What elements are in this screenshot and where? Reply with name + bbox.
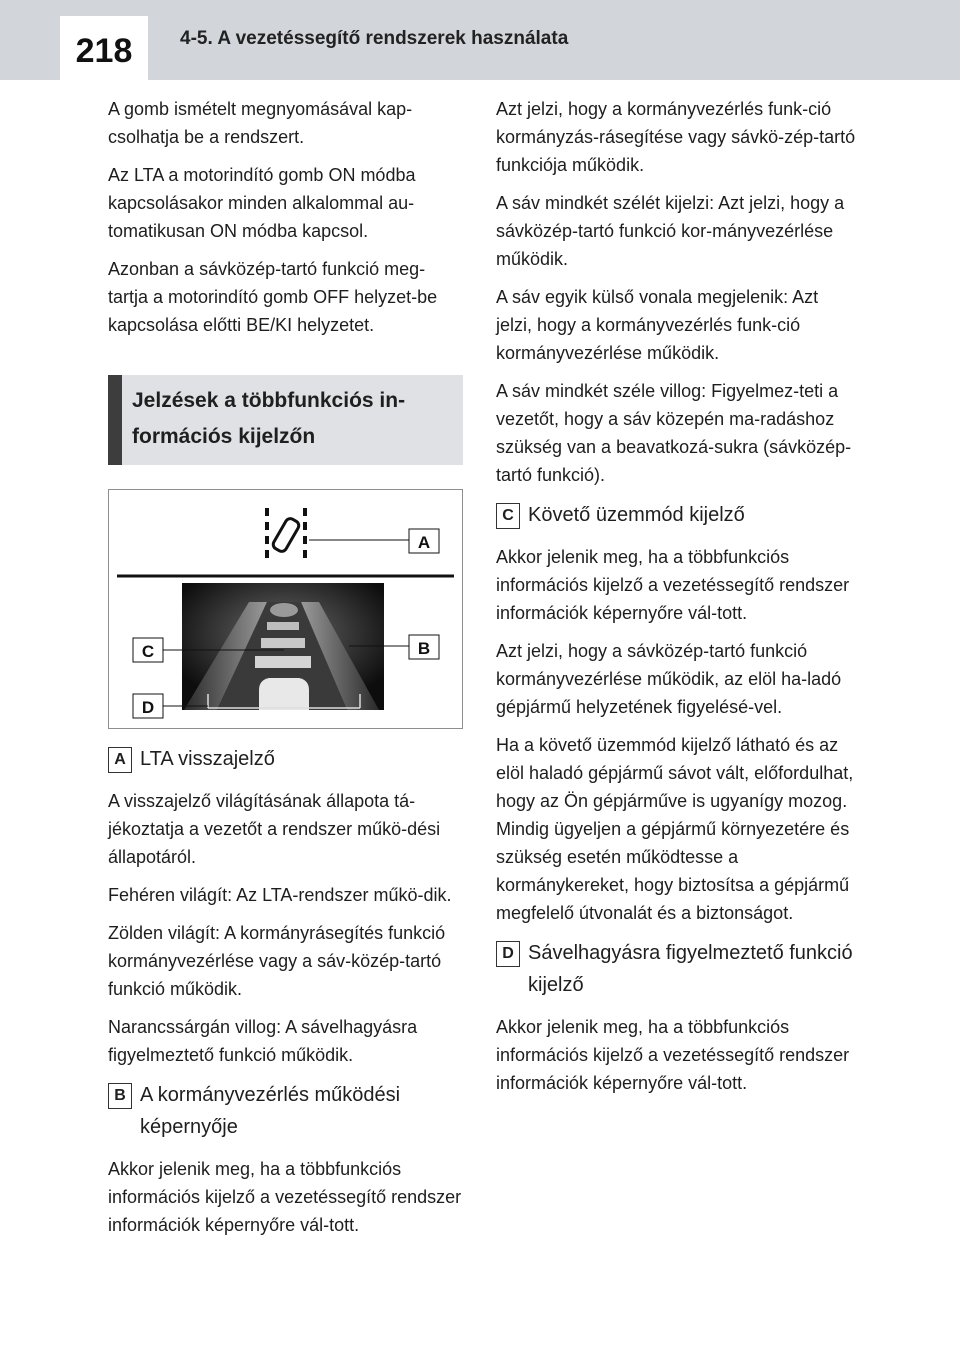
intro-paragraph: A gomb ismételt megnyomásával kap-csolhatja be a rendszert.	[108, 99, 413, 147]
preceding-vehicle-icon	[270, 603, 298, 617]
item-c-paragraph: Ha a követő üzemmód kijelző látható és az elöl haladó gépjármű sávot vált, előfordulhat, hogy az Ön gépjárműve is ugyanígy mozog. Mindig ügyeljen a gépjármű környezetére és szükség esetén működtesse a kormánykereket, hogy biztosítsa a gépjármű megfelelő útvonalát és a biztonságot.	[496, 735, 854, 923]
item-a-paragraph: Fehéren világít: Az LTA-rendszer műkö-dik.	[108, 885, 452, 905]
right-paragraph: A sáv mindkét széle villog: Figyelmez-teti a vezetőt, hogy a sáv közepén ma-radáshoz szükség van a beavatkozá-sukra (sávközép-tartó funkció).	[496, 381, 852, 485]
item-b-paragraph: Akkor jelenik meg, ha a többfunkciós információs kijelző a vezetéssegítő rendszer információk képernyőre vál-tott.	[108, 1159, 462, 1235]
item-letter-c: C	[496, 503, 520, 529]
right-paragraph: Azt jelzi, hogy a kormányvezérlés funk-ció kormányzás-rásegítése vagy sávkö-zép-tartó funkciója működik.	[496, 99, 856, 175]
lta-indicator-icon	[267, 508, 305, 562]
item-letter-d: D	[496, 941, 520, 967]
item-c-paragraph: Azt jelzi, hogy a sávközép-tartó funkció kormányvezérlése működik, az elöl ha-ladó gépjármű helyzetének figyelésé-vel.	[496, 641, 842, 717]
left-column	[108, 95, 463, 1249]
item-c-heading	[496, 499, 856, 531]
figure-label-a: A	[417, 533, 431, 552]
item-c-paragraph: Akkor jelenik meg, ha a többfunkciós információs kijelző a vezetéssegítő rendszer információk képernyőre vál-tott.	[496, 547, 850, 623]
intro-paragraph: Azonban a sávközép-tartó funkció meg-tartja a motorindító gomb OFF helyzet-be kapcsolása előtti BE/KI helyzetet.	[108, 259, 438, 335]
item-a-paragraph: A visszajelző világításának állapota tá-jékoztatja a vezetőt a rendszer műkö-dési állapotáról.	[108, 791, 441, 867]
item-a-heading	[108, 743, 463, 775]
item-letter-a: A	[108, 747, 132, 773]
section-title: 4-5. A vezetéssegítő rendszerek használata	[180, 28, 569, 49]
figure-label-d: D	[141, 698, 155, 717]
item-a-title: LTA visszajelző	[140, 748, 275, 770]
right-paragraph: A sáv egyik külső vonala megjelenik: Azt jelzi, hogy a kormányvezérlés funk-ció kormányvezérlése működik.	[496, 287, 819, 363]
page-header	[0, 0, 960, 80]
right-column	[496, 95, 856, 1107]
intro-paragraph: Az LTA a motorindító gomb ON módba kapcsolásakor minden alkalommal au-tomatikusan ON módba kapcsol.	[108, 165, 416, 241]
item-d-heading	[496, 937, 856, 1001]
item-letter-b: B	[108, 1083, 132, 1109]
page-number: 218	[60, 16, 148, 86]
item-a-paragraph: Narancssárgán villog: A sávelhagyásra figyelmeztető funkció működik.	[108, 1017, 418, 1065]
item-d-title: Sávelhagyásra figyelmeztető funkció kijelző	[528, 942, 853, 996]
section-box-title: Jelzések a többfunkciós in-formációs kijelzőn	[108, 375, 463, 465]
item-b-heading	[108, 1079, 463, 1143]
lta-display-diagram	[109, 490, 462, 728]
figure-label-b: B	[417, 639, 431, 658]
right-paragraph: A sáv mindkét szélét kijelzi: Azt jelzi, hogy a sávközép-tartó funkció kor-mányvezérlése működik.	[496, 193, 845, 269]
item-d-paragraph: Akkor jelenik meg, ha a többfunkciós információs kijelző a vezetéssegítő rendszer információk képernyőre vál-tott.	[496, 1017, 850, 1093]
item-a-paragraph: Zölden világít: A kormányrásegítés funkció kormányvezérlése vagy a sáv-közép-tartó funkció működik.	[108, 923, 446, 999]
item-b-title: A kormányvezérlés működési képernyője	[140, 1084, 401, 1138]
item-c-title: Követő üzemmód kijelző	[528, 504, 745, 526]
own-vehicle-icon	[259, 678, 309, 710]
display-illustration	[108, 489, 463, 729]
figure-label-c: C	[141, 642, 155, 661]
